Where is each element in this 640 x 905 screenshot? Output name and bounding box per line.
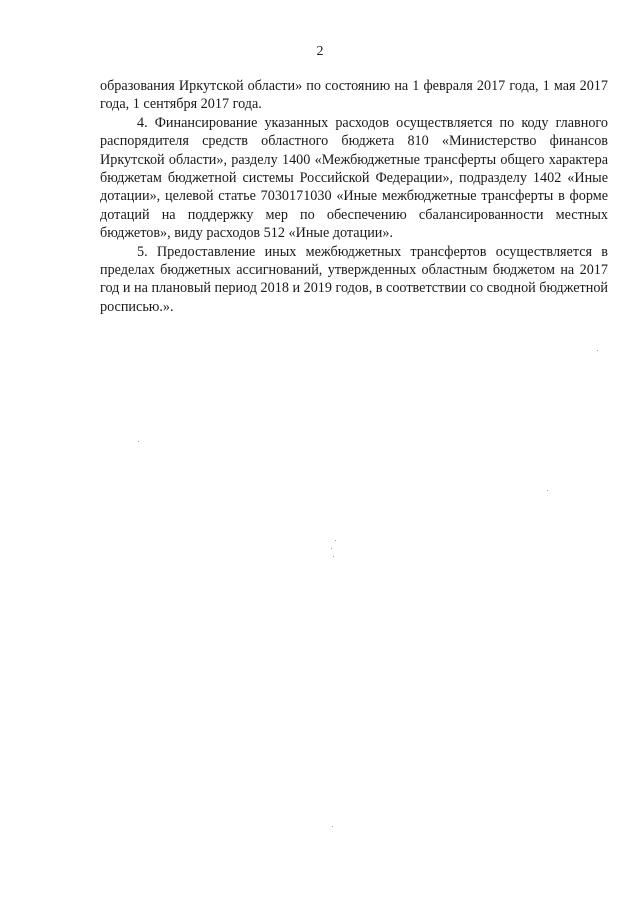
scan-speck [597,350,598,351]
scan-speck [332,826,333,827]
page-number: 2 [316,44,324,59]
paragraph-item-5: 5. Предоставление иных межбюджетных трансфертов осуществляется в пределах бюджетных ассигнований, утвержденных областным бюджетом на 2017 год и на плановый период 2018 и 2019 годов, в соответствии со сводной бюджетной росписью.». [100,243,609,315]
scan-speck [331,548,332,549]
scan-speck [547,490,548,491]
document-body [100,77,608,316]
scan-speck [138,441,139,442]
scan-speck [333,556,334,557]
continuation-paragraph: образования Иркутской области» по состоянию на 1 февраля 2017 года, 1 мая 2017 года, 1 сентября 2017 года. [100,78,608,113]
scan-speck [335,540,336,541]
paragraph-item-4: 4. Финансирование указанных расходов осуществляется по коду главного распорядителя средств областного бюджета 810 «Министерство финансов Иркутской области», разделу 1400 «Межбюджетные трансферты общего характера бюджетам бюджетной системы Российской Федерации», подразделу 1402 «Иные дотации», целевой статье 7030171030 «Иные межбюджетные трансферты в форме дотаций на поддержку мер по обеспечению сбалансированности местных бюджетов», виду расходов 512 «Иные дотации». [100,114,608,242]
